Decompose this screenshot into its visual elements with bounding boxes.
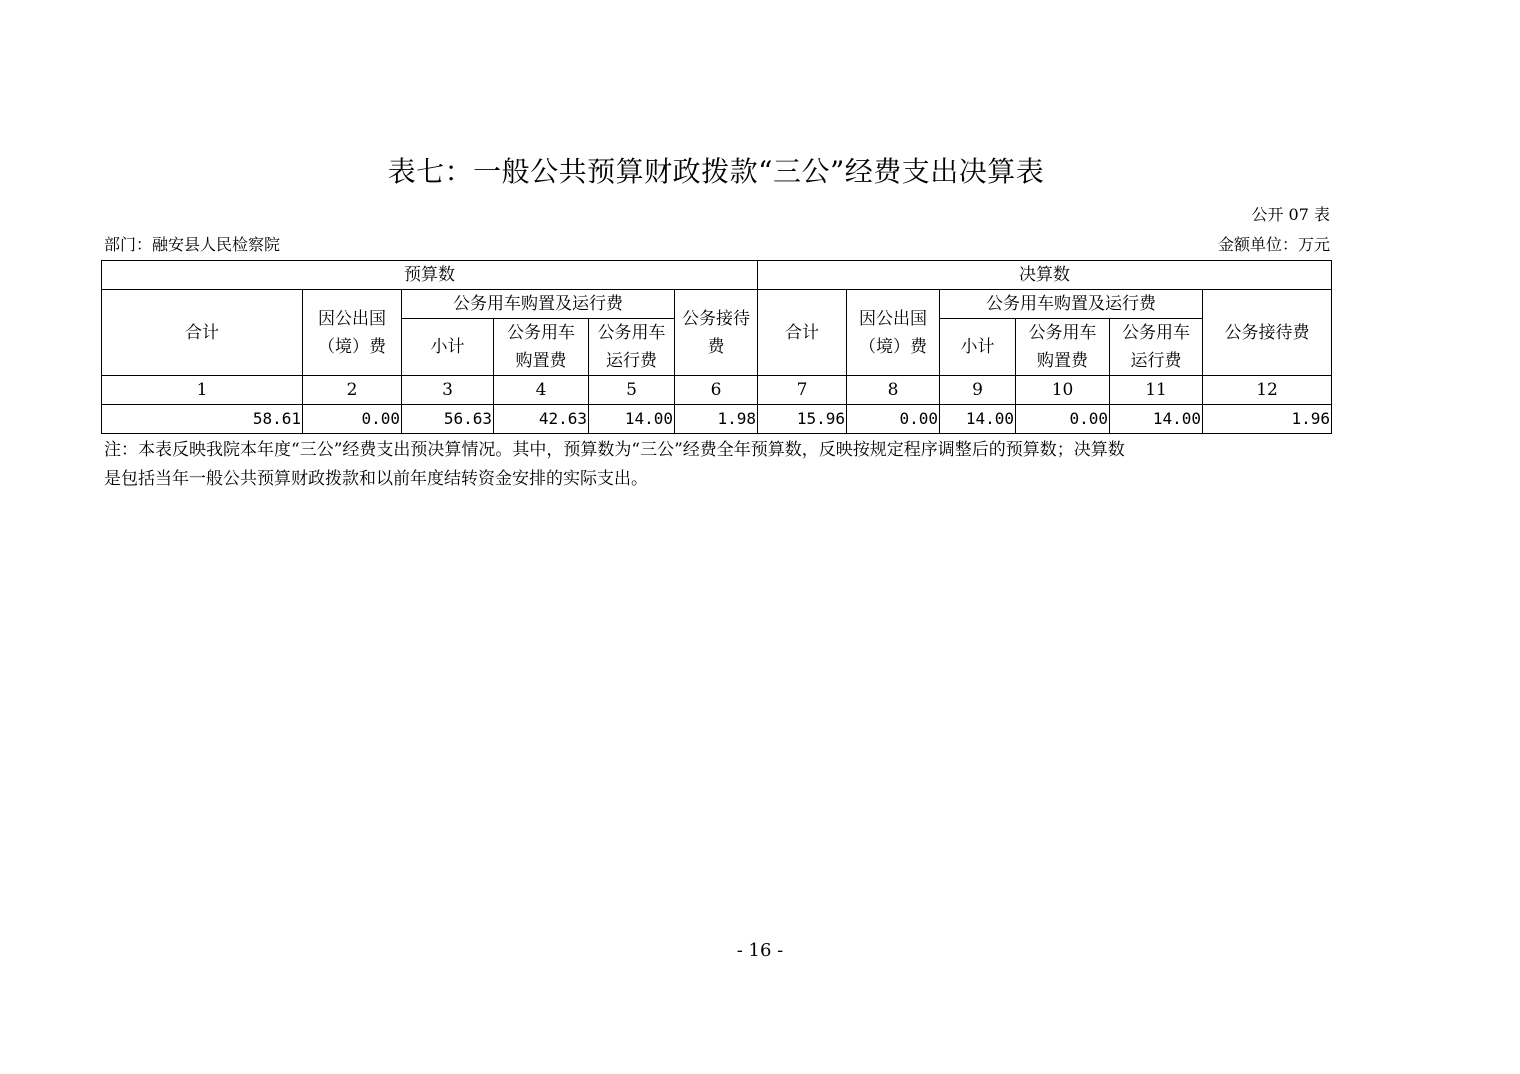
three-public-expense-table — [101, 260, 1332, 434]
budget-purchase-header-l1: 公务用车 — [507, 323, 575, 343]
value-cell: 14.00 — [940, 405, 1016, 434]
final-vehicle-header: 公务用车购置及运行费 — [940, 290, 1203, 319]
value-cell: 42.63 — [494, 405, 589, 434]
budget-abroad-header-l1: 因公出国 — [318, 308, 386, 329]
budget-reception-header — [675, 290, 758, 376]
value-cell: 14.00 — [589, 405, 675, 434]
final-reception-header: 公务接待费 — [1203, 290, 1332, 376]
group-budget-header: 预算数 — [102, 261, 758, 290]
header-row-1 — [102, 290, 1332, 319]
value-cell: 15.96 — [758, 405, 847, 434]
column-number: 11 — [1110, 376, 1203, 405]
final-purchase-header-l2: 购置费 — [1037, 351, 1089, 371]
value-cell: 0.00 — [847, 405, 940, 434]
value-cell: 0.00 — [303, 405, 402, 434]
footnote-line-2: 是包括当年一般公共预算财政拨款和以前年度结转资金安排的实际支出。 — [104, 469, 648, 489]
budget-abroad-header — [303, 290, 402, 376]
budget-abroad-header-l2: （境）费 — [318, 336, 386, 357]
column-number-row — [102, 376, 1332, 405]
page-number: - 16 - — [736, 940, 784, 961]
budget-operation-header-l2: 运行费 — [606, 351, 657, 371]
budget-operation-header — [589, 319, 675, 376]
final-purchase-header-l1: 公务用车 — [1028, 323, 1097, 343]
column-number: 7 — [758, 376, 847, 405]
column-number: 6 — [675, 376, 758, 405]
budget-vehicle-header: 公务用车购置及运行费 — [402, 290, 675, 319]
final-purchase-header — [1016, 319, 1110, 376]
value-cell: 56.63 — [402, 405, 494, 434]
budget-subtotal-header: 小计 — [402, 319, 494, 376]
value-cell: 1.96 — [1203, 405, 1332, 434]
final-subtotal-header: 小计 — [940, 319, 1016, 376]
budget-operation-header-l1: 公务用车 — [597, 323, 666, 343]
page-title: 表七：一般公共预算财政拨款“三公”经费支出决算表 — [387, 155, 1045, 188]
final-operation-header-l2: 运行费 — [1130, 351, 1182, 371]
column-number: 9 — [940, 376, 1016, 405]
final-operation-header — [1110, 319, 1203, 376]
budget-reception-header-l1: 公务接待 — [682, 308, 751, 329]
group-final-header: 决算数 — [758, 261, 1332, 290]
final-abroad-header — [847, 290, 940, 376]
budget-purchase-header-l2: 购置费 — [515, 351, 567, 371]
value-cell: 0.00 — [1016, 405, 1110, 434]
final-operation-header-l1: 公务用车 — [1122, 323, 1191, 343]
footnote — [104, 436, 1332, 494]
column-number: 12 — [1203, 376, 1332, 405]
value-cell: 1.98 — [675, 405, 758, 434]
value-cell: 14.00 — [1110, 405, 1203, 434]
footnote-line-1: 注：本表反映我院本年度“三公”经费支出预决算情况。其中，预算数为“三公”经费全年预算数，反映按规定程序调整后的预算数；决算数 — [104, 440, 1125, 460]
department-label: 部门：融安县人民检察院 — [104, 235, 281, 254]
form-number: 公开 07 表 — [1251, 205, 1330, 224]
column-number: 10 — [1016, 376, 1110, 405]
budget-reception-header-l2: 费 — [707, 336, 725, 357]
budget-purchase-header — [494, 319, 589, 376]
column-number: 1 — [102, 376, 303, 405]
unit-label: 金额单位：万元 — [1217, 235, 1330, 254]
column-number: 5 — [589, 376, 675, 405]
final-total-header: 合计 — [758, 290, 847, 376]
group-header-row — [102, 261, 1332, 290]
final-abroad-header-l2: （境）费 — [859, 336, 928, 357]
final-abroad-header-l1: 因公出国 — [859, 308, 928, 329]
column-number: 2 — [303, 376, 402, 405]
value-row — [102, 405, 1332, 434]
value-cell: 58.61 — [102, 405, 303, 434]
column-number: 8 — [847, 376, 940, 405]
column-number: 3 — [402, 376, 494, 405]
budget-total-header: 合计 — [102, 290, 303, 376]
column-number: 4 — [494, 376, 589, 405]
